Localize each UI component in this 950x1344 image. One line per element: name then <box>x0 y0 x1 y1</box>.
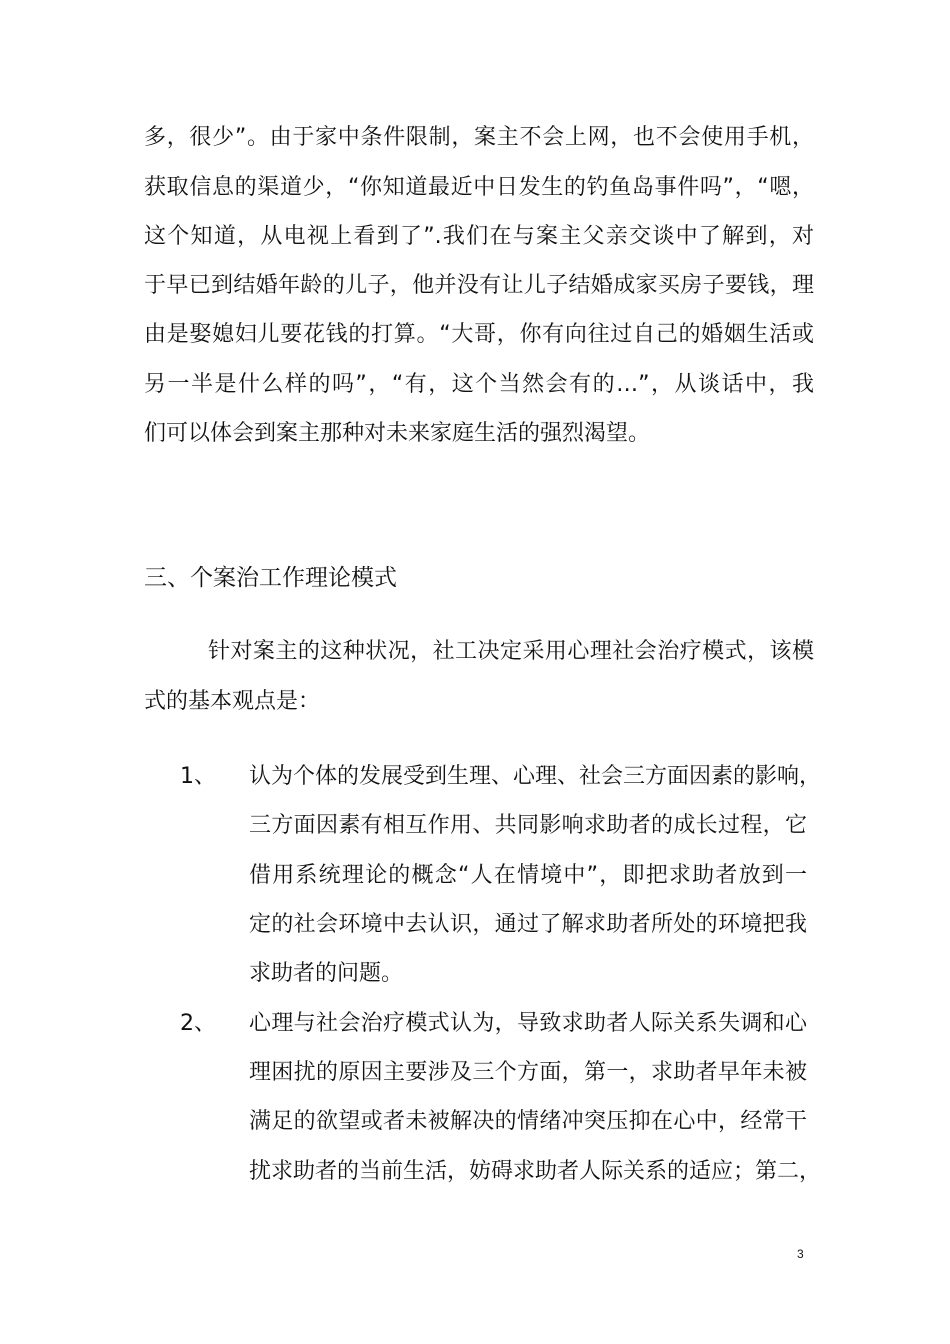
list-item-line: 满足的欲望或者未被解决的情绪冲突压抑在心中，经常干 <box>249 1109 807 1134</box>
page-number: 3 <box>797 1247 804 1261</box>
list-item-line: 三方面因素有相互作用、共同影响求助者的成长过程，它 <box>249 813 807 838</box>
paragraph-line: 式的基本观点是： <box>144 689 321 714</box>
paragraph-line: 们可以体会到案主那种对未来家庭生活的强烈渴望。 <box>144 421 651 446</box>
list-item-line: 扰求助者的当前生活，妨碍求助者人际关系的适应；第二， <box>249 1159 822 1184</box>
paragraph-line: 获取信息的渠道少，“你知道最近中日发生的钓鱼岛事件吗”，“嗯， <box>144 175 814 200</box>
paragraph-line: 多，很少”。由于家中条件限制，案主不会上网，也不会使用手机， <box>144 125 814 150</box>
paragraph-line: 这个知道，从电视上看到了”.我们在与案主父亲交谈中了解到，对 <box>144 224 814 249</box>
paragraph-line: 另一半是什么样的吗”，“有，这个当然会有的…”，从谈话中，我 <box>144 372 814 397</box>
section-heading: 三、个案治工作理论模式 <box>144 565 397 591</box>
paragraph-line: 由是娶媳妇儿要花钱的打算。“大哥，你有向往过自己的婚姻生活或 <box>144 322 814 347</box>
list-item-line: 求助者的问题。 <box>249 961 404 986</box>
list-item-number: 1、 <box>180 764 216 789</box>
list-item-line: 定的社会环境中去认识，通过了解求助者所处的环境把我 <box>249 912 807 937</box>
list-item-line: 认为个体的发展受到生理、心理、社会三方面因素的影响， <box>249 764 822 789</box>
paragraph-line: 针对案主的这种状况，社工决定采用心理社会治疗模式，该模 <box>208 639 814 664</box>
list-item-number: 2、 <box>180 1011 216 1036</box>
list-item-line: 借用系统理论的概念“人在情境中”，即把求助者放到一 <box>249 863 807 888</box>
list-item-line: 心理与社会治疗模式认为，导致求助者人际关系失调和心 <box>249 1011 807 1036</box>
paragraph-line: 于早已到结婚年龄的儿子，他并没有让儿子结婚成家买房子要钱，理 <box>144 273 814 298</box>
list-item-line: 理困扰的原因主要涉及三个方面，第一，求助者早年未被 <box>249 1060 807 1085</box>
